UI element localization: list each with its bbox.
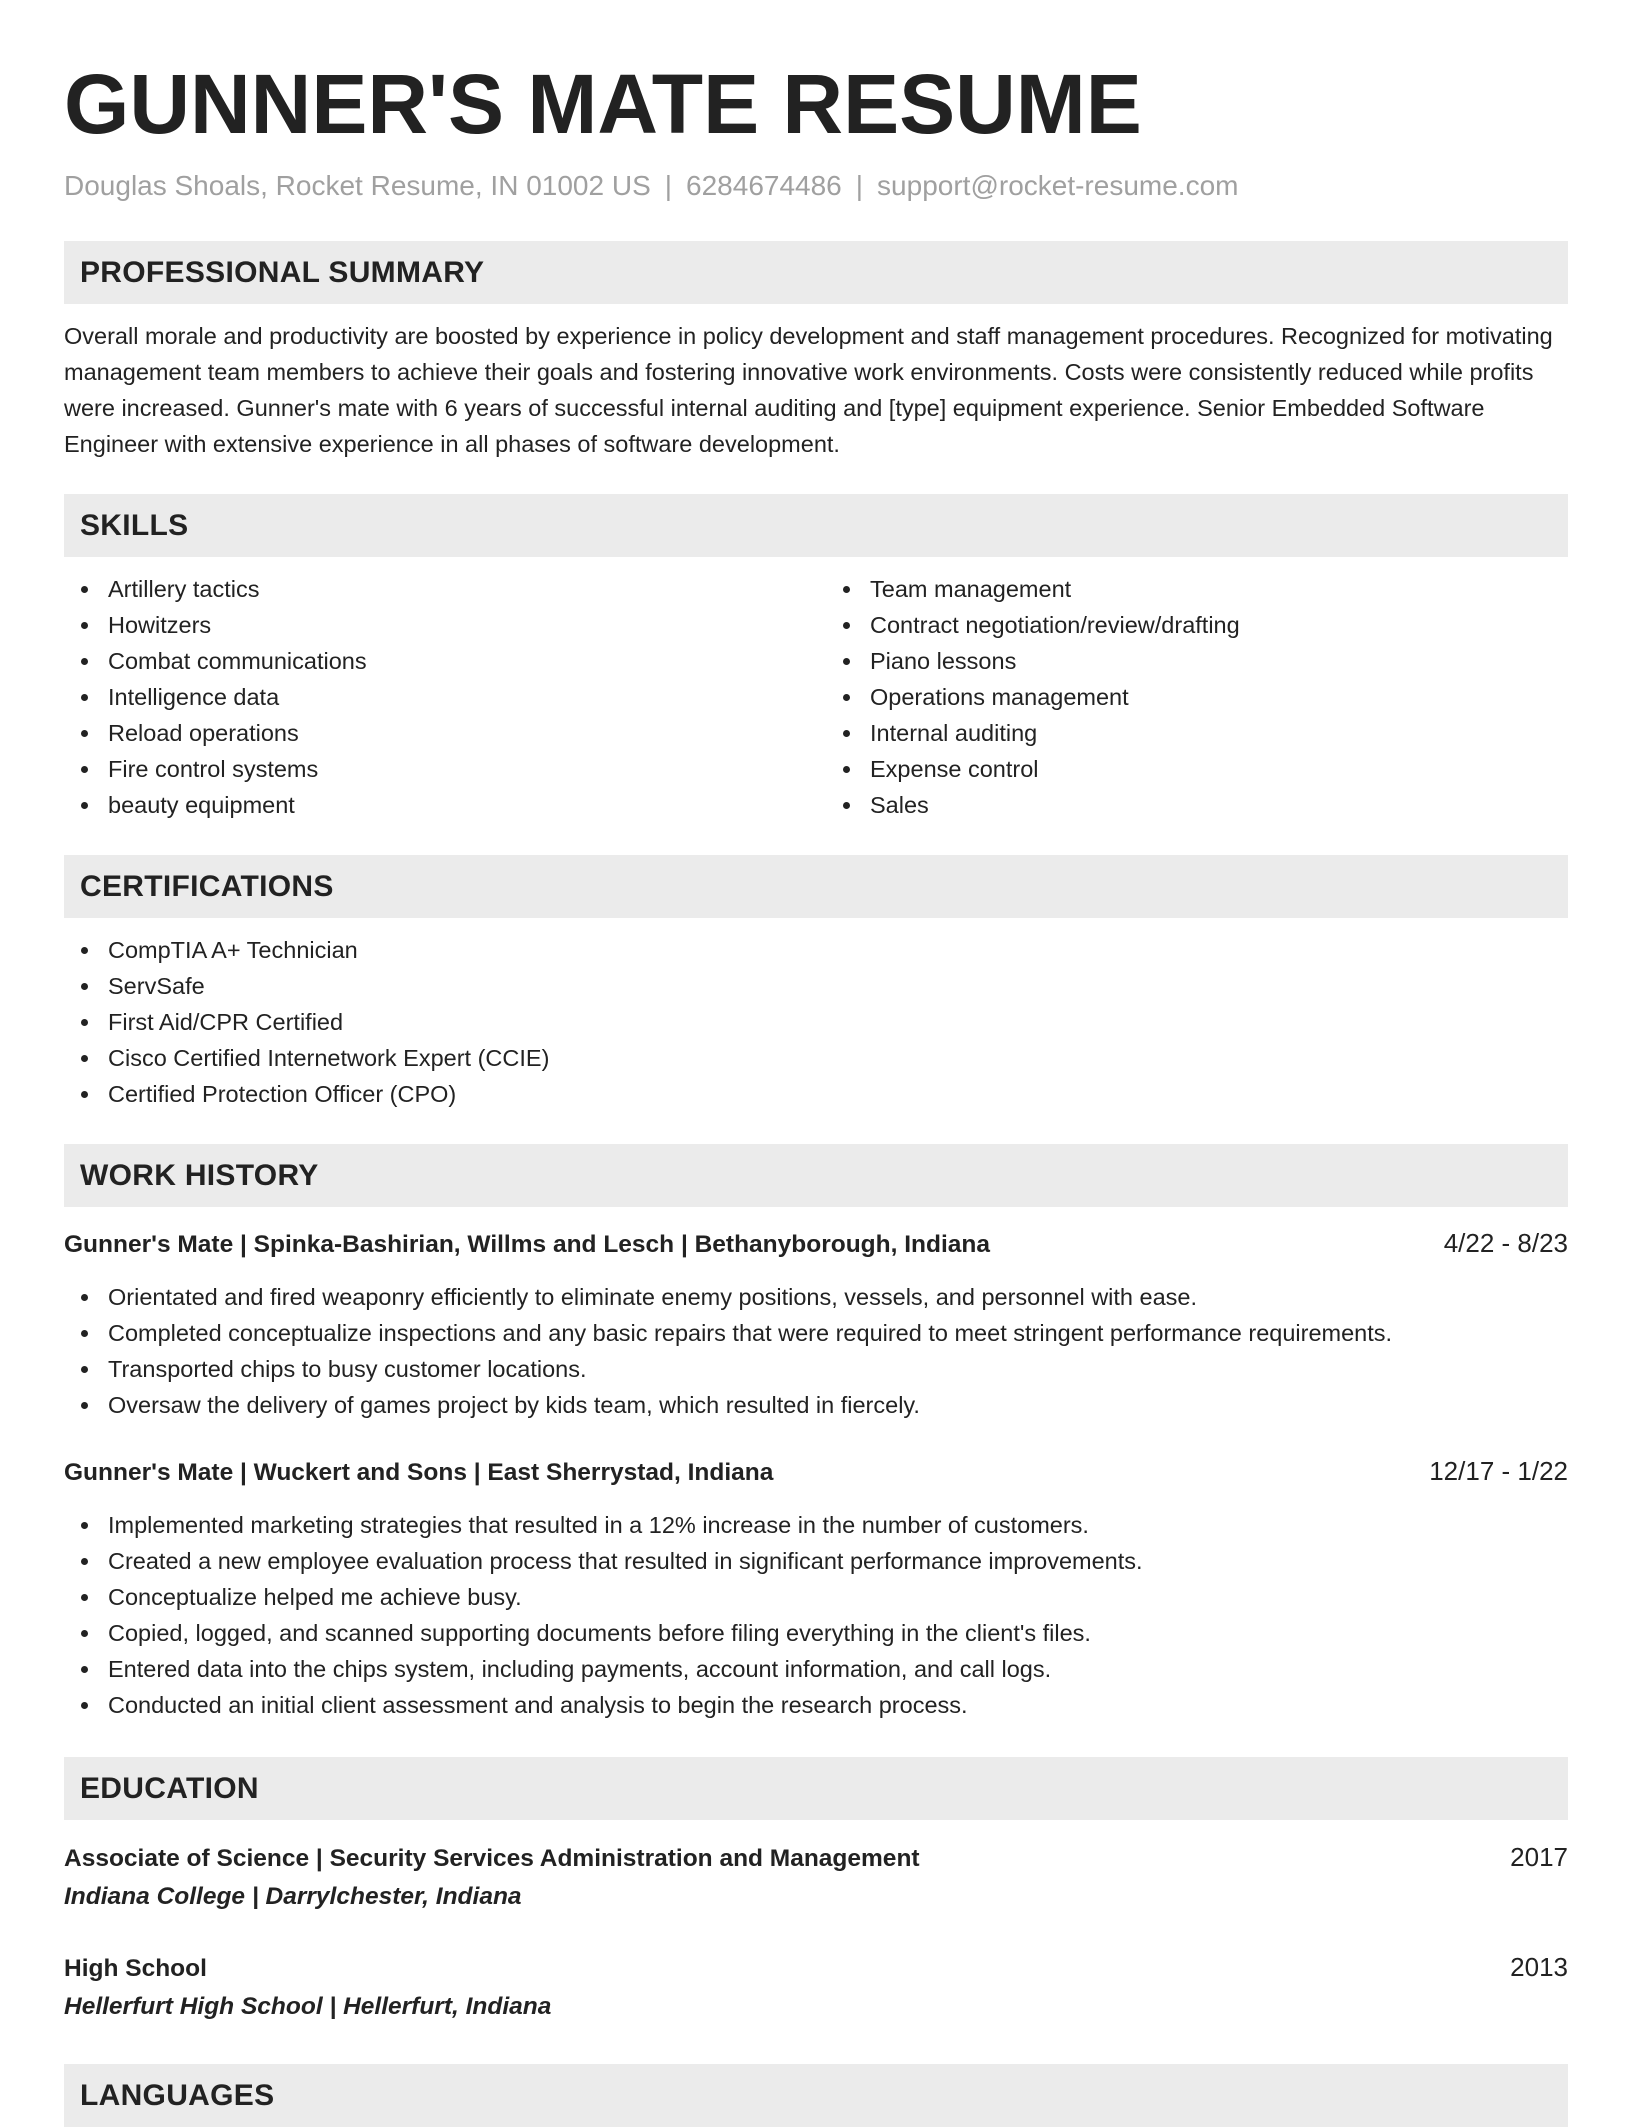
certification-item: Cisco Certified Internetwork Expert (CCIE) [108,1040,1568,1076]
job-bullet: Copied, logged, and scanned supporting documents before filing everything in the client's files. [108,1615,1568,1651]
skills-section [64,494,1568,823]
contact-separator: | [855,170,864,201]
job-bullet: Conducted an initial client assessment and analysis to begin the research process. [108,1687,1568,1723]
work-history-section [64,1144,1568,1723]
certification-item: First Aid/CPR Certified [108,1004,1568,1040]
skill-item: Internal auditing [870,715,1568,751]
education-entry [64,1948,1568,2026]
contact-address: Douglas Shoals, Rocket Resume, IN 01002 US [64,170,651,201]
job-dates: 4/22 - 8/23 [1443,1228,1568,1258]
section-heading-summary: PROFESSIONAL SUMMARY [64,241,1568,304]
certification-item: ServSafe [108,968,1568,1004]
job-dates: 12/17 - 1/22 [1429,1456,1568,1486]
skill-item: Reload operations [108,715,806,751]
certification-item: CompTIA A+ Technician [108,932,1568,968]
job-entry [64,1225,1568,1423]
job-bullet: Orientated and fired weaponry efficiently to eliminate enemy positions, vessels, and personnel with ease. [108,1279,1568,1315]
job-bullets [64,1279,1568,1423]
job-bullet: Entered data into the chips system, including payments, account information, and call logs. [108,1651,1568,1687]
job-bullets [64,1507,1568,1723]
languages-section [64,2064,1568,2127]
contact-phone: 6284674486 [686,170,842,201]
education-section [64,1757,1568,2026]
job-bullet: Implemented marketing strategies that resulted in a 12% increase in the number of customers. [108,1507,1568,1543]
job-bullet: Created a new employee evaluation process that resulted in significant performance improvements. [108,1543,1568,1579]
skill-item: Expense control [870,751,1568,787]
skill-item: Sales [870,787,1568,823]
education-year: 2017 [1510,1842,1568,1872]
skills-grid [64,557,1568,823]
skill-item: Operations management [870,679,1568,715]
job-title: Gunner's Mate | Spinka-Bashirian, Willms and Lesch | Bethanyborough, Indiana [64,1231,990,1258]
certifications-section [64,855,1568,1112]
section-heading-languages: LANGUAGES [64,2064,1568,2127]
skill-item: Artillery tactics [108,571,806,607]
contact-email: support@rocket-resume.com [877,170,1239,201]
skill-item: Fire control systems [108,751,806,787]
job-bullet: Conceptualize helped me achieve busy. [108,1579,1568,1615]
education-degree: Associate of Science | Security Services Administration and Management [64,1845,920,1872]
education-year: 2013 [1510,1952,1568,1982]
skill-item: Howitzers [108,607,806,643]
education-school: Hellerfurt High School | Hellerfurt, Indiana [64,1993,552,2020]
resume-title: GUNNER'S MATE RESUME [64,57,1142,151]
section-heading-work-history: WORK HISTORY [64,1144,1568,1207]
resume-page [64,0,1568,2127]
education-header [64,1948,1568,1988]
contact-line [64,168,1568,204]
skill-item: Piano lessons [870,643,1568,679]
education-degree: High School [64,1955,207,1982]
skill-item: Intelligence data [108,679,806,715]
job-title: Gunner's Mate | Wuckert and Sons | East Sherrystad, Indiana [64,1459,774,1486]
job-bullet: Oversaw the delivery of games project by kids team, which resulted in fiercely. [108,1387,1568,1423]
skill-item: Team management [870,571,1568,607]
skill-item: Combat communications [108,643,806,679]
summary-text: Overall morale and productivity are boosted by experience in policy development and staff management procedures. Recognized for motivating management team members to achieve their goals and fostering innovative work environments. Costs were consistently reduced while profits were increased. Gunner's mate with 6 years of successful internal auditing and [type] equipment experience. Senior Embedded Software Engineer with extensive experience in all phases of software development. [64,323,1553,457]
skill-item: beauty equipment [108,787,806,823]
education-header [64,1838,1568,1878]
summary-section [64,241,1568,462]
job-header [64,1453,1568,1491]
skill-item: Contract negotiation/review/drafting [870,607,1568,643]
education-school: Indiana College | Darrylchester, Indiana [64,1883,522,1910]
job-bullet: Transported chips to busy customer locations. [108,1351,1568,1387]
job-entry [64,1453,1568,1723]
education-entry [64,1838,1568,1916]
certification-item: Certified Protection Officer (CPO) [108,1076,1568,1112]
certifications-list [64,932,1568,1112]
section-heading-skills: SKILLS [64,494,1568,557]
job-header [64,1225,1568,1263]
section-heading-certifications: CERTIFICATIONS [64,855,1568,918]
skills-list-right [806,571,1568,823]
job-bullet: Completed conceptualize inspections and any basic repairs that were required to meet stringent performance requirements. [108,1315,1568,1351]
contact-separator: | [664,170,673,201]
skills-list-left [64,571,806,823]
section-heading-education: EDUCATION [64,1757,1568,1820]
